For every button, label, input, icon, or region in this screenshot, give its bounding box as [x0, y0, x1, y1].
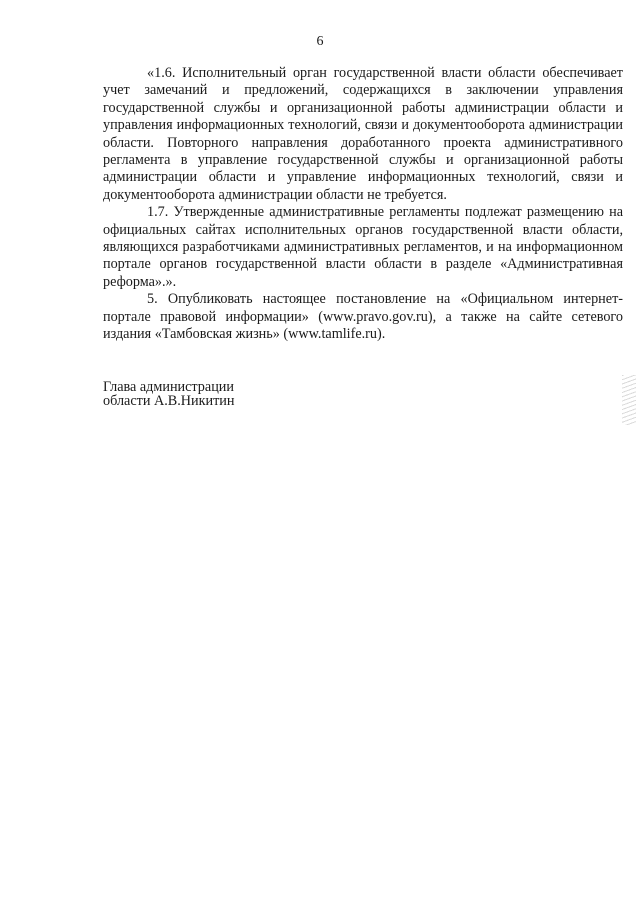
document-body	[103, 65, 623, 344]
paragraph-5: 5. Опубликовать настоящее постановление на «Официальном интернет-портале правовой информации» (www.pravo.gov.ru), а также на сайте сетевого издания «Тамбовская жизнь» (www.tamlife.ru).	[103, 291, 623, 343]
paragraph-1-6: «1.6. Исполнительный орган государственной власти области обеспечивает учет замечаний и предложений, содержащихся в заключении управления государственной службы и организационной работы администрации области и управления информационных технологий, связи и документооборота администрации области. Повторного направления доработанного проекта административного регламента в управление государственной службы и организационной работы администрации области и управление информационных технологий, связи и документооборота администрации области не требуется.	[103, 65, 623, 203]
signature-title: Глава администрации	[103, 379, 234, 395]
page-number: 6	[316, 34, 324, 49]
signature-name: области А.В.Никитин	[103, 393, 235, 409]
signature-block	[103, 380, 234, 408]
scan-mark	[622, 375, 636, 425]
paragraph-1-7: 1.7. Утвержденные административные регламенты подлежат размещению на официальных сайтах исполнительных органов государственной власти области, являющихся разработчиками административных регламентов, и на информационном портале органов государственной власти области в разделе «Административная реформа».».	[103, 204, 623, 290]
